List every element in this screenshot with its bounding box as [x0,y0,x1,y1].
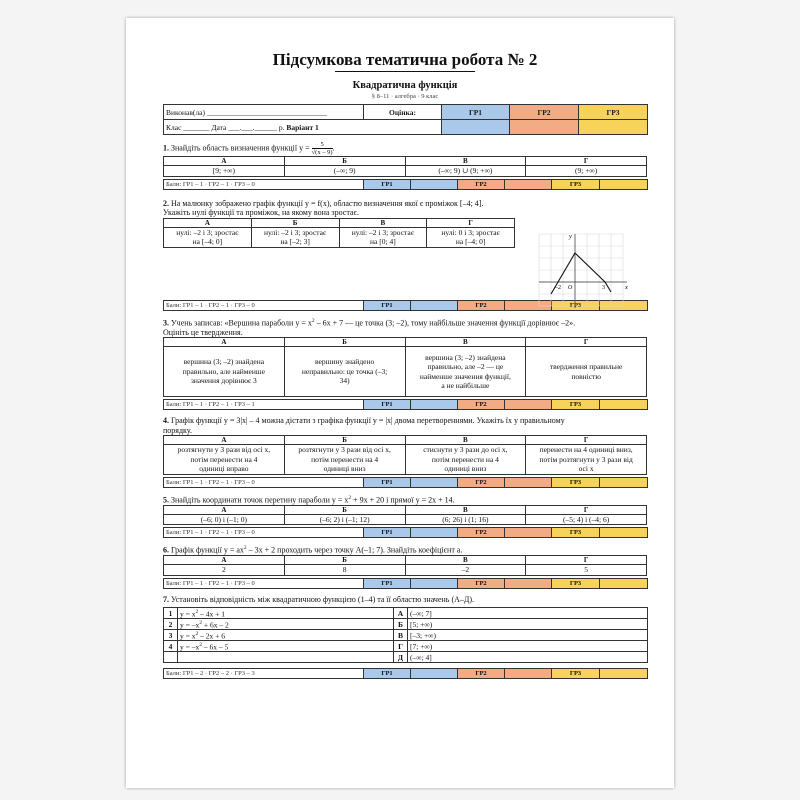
answer-option[interactable]: (–∞; 9) [284,166,405,177]
answer-letter: Б [284,436,405,445]
variant-label: Варіант 1 [286,122,319,132]
section-caption: § 8–11 · алгебра · 9 клас [371,93,439,100]
score-group-2-label: ГР2 [458,669,505,679]
answer-line: одиниці вниз [444,464,487,474]
superscript-2: 2 [199,641,202,648]
answer-letter: Г [526,556,647,565]
answer-line: правильно, але –2 — це [427,362,504,372]
answer-letter: А [164,157,285,166]
match-left-number: 3 [164,630,178,641]
answer-option[interactable]: (–∞; 9) ∪ (9; +∞) [405,166,526,177]
match-right-range[interactable]: [–3; +∞) [408,630,648,641]
answer-line: одиниці вниз [323,464,366,474]
answer-option[interactable] [405,445,526,475]
question-3-text-cont: – 6x + 7 — це точка (3; –2), тому найбільше значення функції дорівнює –2». [314,318,576,328]
answer-option[interactable] [427,227,515,247]
question-1-fraction [312,141,333,156]
question-2-text-line1: На малюнку зображено графік функції y = f(x), областю визначення якої є проміжок [–4; 4]. [171,198,484,208]
question-4-text-line1: Графік функції y = 3|x| – 4 можна дістати з графіка функції y = |x| двома перетвореннями. Укажіть їх у правильному [171,416,565,426]
answer-line: правильно, але найменше [182,366,265,376]
answer-line: а не найбільше [441,381,490,391]
function-text: y = x [180,631,196,641]
function-text: y = –x [180,620,200,630]
question-6-text: Графік функції y = ax [171,545,244,555]
question-1-text: Знайдіть область визначення функції y = [171,143,310,153]
question-6-number: 6. [163,545,169,555]
answer-line: розтягнути у 3 рази від осі x, [298,445,391,455]
answer-line: потім перенести на 4 [311,454,379,464]
score-group-1-label: ГР1 [364,400,411,410]
answer-option[interactable]: –2 [405,565,526,576]
answer-line: найменше значення функції, [419,371,511,381]
question-3-answers [163,337,647,397]
score-group-3-cell[interactable] [600,578,648,588]
score-group-1-cell[interactable] [411,578,458,588]
score-group-1-label: ГР1 [364,578,411,588]
score-group-3-label: ГР3 [552,528,600,538]
match-left-function [178,608,394,619]
function-text-cont: – 4x + 1 [198,609,225,619]
answer-letter: Б [251,218,339,227]
fraction-numerator: 5 [312,141,333,149]
answer-line: на [–4; 0] [455,237,486,246]
class-date-text: Клас _______ Дата ___.___.______ р. [166,122,285,132]
score-text: Бали: ГР1 – 1 · ГР2 – 1 · ГР3 – 0 [164,477,364,487]
graph-grid [539,234,623,306]
question-2 [163,199,647,218]
answer-line: одиниці вправо [199,464,249,474]
score-group-3-cell[interactable] [600,400,648,410]
answer-letter: А [164,218,252,227]
answer-letter: В [405,436,526,445]
answer-option[interactable]: [9; +∞) [164,166,285,177]
function-text: y = x [180,609,196,619]
superscript-2: 2 [195,630,199,637]
match-empty-cell [164,652,178,663]
answer-letter: Г [427,218,515,227]
question-5-answers [163,505,647,526]
question-3-number: 3. [163,318,169,328]
question-2-text-line2: Укажіть нулі функції та проміжок, на якому вона зростає. [163,208,359,217]
score-group-1-label: ГР1 [364,669,411,679]
score-group-1-cell[interactable] [411,300,458,310]
superscript-2: 2 [348,494,352,501]
function-text-cont: + 6x – 2 [201,620,229,630]
score-group-1-cell[interactable] [411,669,458,679]
score-group-2-label: ГР2 [458,400,505,410]
answer-letter: А [164,556,285,565]
score-group-2-cell[interactable] [505,179,552,189]
match-right-range[interactable]: (–∞; 7] [408,608,648,619]
score-group-2-cell[interactable] [505,669,552,679]
header-group-1: ГР1 [442,105,510,120]
question-5-score-row [163,527,648,538]
header-group-3: ГР3 [579,105,648,120]
question-1-period: . [332,143,335,153]
match-right-letter: Д [394,652,408,663]
superscript-2: 2 [311,317,315,324]
match-right-letter: Б [394,619,408,630]
answer-option[interactable] [164,347,285,397]
match-empty-cell [178,652,394,663]
answer-line: вершина (3; –2) знайдена [425,352,506,362]
answer-letter: А [164,505,285,514]
score-group-3-cell[interactable] [600,179,648,189]
answer-option[interactable] [405,347,526,397]
answer-option[interactable]: 8 [284,565,405,576]
function-text-cont: – 2x + 6 [198,631,225,641]
answer-option[interactable] [284,347,405,397]
score-group-2-cell[interactable] [505,528,552,538]
answer-line: нулі: –2 і 3; зростає [351,227,414,237]
answer-option[interactable]: (9; +∞) [526,166,647,177]
graph-tick-minus2: –2 [555,285,561,291]
graph-origin-label: O [568,285,573,291]
score-text: Бали: ГР1 – 1 · ГР2 – 1 · ГР3 – 0 [164,300,364,310]
answer-option[interactable] [164,227,252,247]
score-text: Бали: ГР1 – 1 · ГР2 – 1 · ГР3 – 0 [164,528,364,538]
answer-letter: А [164,436,285,445]
score-text: Бали: ГР1 – 1 · ГР2 – 1 · ГР3 – 1 [164,400,364,410]
answer-letter: В [405,505,526,514]
match-right-range[interactable]: [7; +∞) [408,641,648,652]
superscript-2: 2 [243,545,247,552]
question-6 [163,544,647,555]
score-group-3-cell[interactable] [600,477,648,487]
answer-option[interactable]: (–6; 0) і (–1; 0) [164,514,285,525]
question-4-score-row [163,477,648,488]
question-1-number: 1. [163,143,169,153]
page-title: Підсумкова тематична робота № 2 [272,50,538,69]
question-4 [163,416,647,435]
grade-cell-group-1[interactable] [442,120,510,135]
answer-option[interactable]: (–5; 4) і (–4; 6) [526,514,647,525]
score-group-1-label: ГР1 [364,477,411,487]
score-group-2-cell[interactable] [505,578,552,588]
match-right-range[interactable]: [5; +∞) [408,619,648,630]
answer-line: 34) [339,376,350,386]
answer-option[interactable]: (–6; 2) і (–1; 12) [284,514,405,525]
score-group-2-cell[interactable] [505,400,552,410]
question-1 [163,141,647,156]
score-group-3-label: ГР3 [552,300,600,310]
question-5-text: Знайдіть координати точок перетину параболи y = x [171,495,349,505]
match-left-number: 1 [164,608,178,619]
question-1-score-row [163,179,648,190]
question-7 [163,595,647,605]
question-2-number: 2. [163,198,169,208]
graph-y-label: y [569,233,572,240]
function-text: y = –x [180,642,200,652]
question-7-score-row [163,668,648,679]
score-group-2-label: ГР2 [458,528,505,538]
superscript-2: 2 [195,608,199,615]
match-left-function [178,619,394,630]
answer-line: неправильно: це точка (–3; [301,366,388,376]
answer-letter: А [164,338,285,347]
score-group-2-label: ГР2 [458,179,505,189]
answer-letter: В [339,218,427,227]
score-group-1-label: ГР1 [364,528,411,538]
answer-line: осі x [578,464,594,474]
question-1-answers [163,156,647,177]
question-4-text-line2: порядку. [163,425,193,435]
answer-line: потім розтягнути у 3 рази від [539,454,633,464]
score-group-3-cell[interactable] [600,669,648,679]
answer-line: на [0; 4] [370,237,396,246]
score-group-3-cell[interactable] [600,528,648,538]
question-2-answers [163,218,515,248]
answer-option[interactable] [164,445,285,475]
answer-line: розтягнути у 3 рази від осі x, [177,445,271,455]
match-left-function [178,630,394,641]
answer-letter: В [405,556,526,565]
score-text: Бали: ГР1 – 1 · ГР2 – 1 · ГР3 – 0 [164,578,364,588]
grade-cell-group-3[interactable] [579,120,648,135]
match-right-letter: В [394,630,408,641]
question-5-number: 5. [163,495,169,505]
score-group-2-label: ГР2 [458,477,505,487]
question-3-text-line2: Оцініть це твердження. [163,327,243,337]
question-3 [163,317,647,338]
score-group-2-label: ГР2 [458,578,505,588]
question-2-graph [535,230,631,310]
answer-line: на [–2; 3] [280,237,310,246]
answer-line: нулі: –2 і 3; зростає [264,227,327,237]
graph-tick-3: 3 [602,285,605,291]
score-group-3-label: ГР3 [552,669,600,679]
score-group-1-cell[interactable] [411,179,458,189]
answer-line: перенести на 4 одиниці вниз, [539,445,633,455]
answer-letter: Б [284,338,405,347]
worksheet-page [126,18,674,788]
score-group-2-label: ГР2 [458,300,505,310]
answer-line: потім перенести на 4 [431,454,499,464]
answer-letter: Г [526,505,647,514]
executed-by-field[interactable]: Виконав(ла) ________________________________ [164,105,364,120]
answer-letter: Б [284,505,405,514]
score-group-1-label: ГР1 [364,300,411,310]
answer-option[interactable]: 5 [526,565,647,576]
score-group-3-label: ГР3 [552,477,600,487]
answer-line: нулі: –2 і 3; зростає [176,227,239,237]
superscript-2: 2 [199,619,202,626]
answer-option[interactable] [284,445,405,475]
class-date-field[interactable] [164,120,442,135]
answer-letter: В [405,338,526,347]
score-group-3-label: ГР3 [552,179,600,189]
question-4-answers [163,435,647,475]
question-5-text-cont: + 9x + 20 і прямої y = 2x + 14. [351,495,455,505]
question-7-matching-table [163,607,648,663]
grade-label: Оцінка: [364,105,442,120]
match-right-letter: А [394,608,408,619]
fraction-denominator: √(x – 9) [311,149,333,156]
answer-option[interactable]: (6; 26) і (1; 16) [405,514,526,525]
answer-letter: Б [284,157,405,166]
student-header-table [163,104,648,135]
answer-letter: Г [526,436,647,445]
score-group-3-label: ГР3 [552,400,600,410]
answer-line: вершина (3; –2) знайдена [183,357,265,367]
score-group-1-cell[interactable] [411,400,458,410]
answer-option[interactable] [526,445,647,475]
title-underline [335,71,475,72]
grade-cell-group-2[interactable] [510,120,579,135]
question-6-text-cont: – 3x + 2 проходить через точку A(–1; 7). Знайдіть коефіцієнт a. [246,545,463,555]
answer-option[interactable] [251,227,339,247]
question-6-answers [163,555,647,576]
answer-line: вершину знайдено [315,357,375,367]
question-7-number: 7. [163,594,169,604]
page-subtitle: Квадратична функція [352,80,458,91]
score-group-1-cell[interactable] [411,477,458,487]
question-7-text: Установіть відповідність між квадратичною функцією (1–4) та її областю значень (А–Д). [171,594,474,604]
answer-line: на [–4; 0] [192,237,223,246]
match-right-letter: Г [394,641,408,652]
score-text: Бали: ГР1 – 1 · ГР2 – 1 · ГР3 – 0 [164,179,364,189]
answer-line: значення дорівнює 3 [190,376,257,386]
answer-line: повністю [571,371,601,381]
answer-letter: Г [526,338,647,347]
score-group-1-cell[interactable] [411,528,458,538]
answer-letter: Г [526,157,647,166]
question-3-text: Учень записав: «Вершина параболи y = x [171,318,312,328]
score-group-2-cell[interactable] [505,477,552,487]
worksheet-content [163,50,647,679]
question-3-score-row [163,399,648,410]
answer-letter: В [405,157,526,166]
match-right-range[interactable]: (–∞; 4] [408,652,648,663]
answer-line: твердження правильне [549,362,623,372]
match-left-number: 2 [164,619,178,630]
question-6-score-row [163,578,648,589]
question-4-number: 4. [163,416,169,426]
answer-option[interactable] [339,227,427,247]
answer-line: потім перенести на 4 [190,454,258,464]
header-group-2: ГР2 [510,105,579,120]
answer-option[interactable]: 2 [164,565,285,576]
function-text-cont: – 6x – 5 [201,642,229,652]
score-group-1-label: ГР1 [364,179,411,189]
answer-letter: Б [284,556,405,565]
answer-line: стиснути у 3 рази до осі x, [423,445,508,455]
score-text: Бали: ГР1 – 2 · ГР2 – 2 · ГР3 – 3 [164,669,364,679]
score-group-3-label: ГР3 [552,578,600,588]
graph-x-label: x [625,284,628,291]
match-left-function [178,641,394,652]
answer-option[interactable] [526,347,647,397]
question-5 [163,494,647,505]
answer-line: нулі: 0 і 3; зростає [441,227,500,237]
match-left-number: 4 [164,641,178,652]
